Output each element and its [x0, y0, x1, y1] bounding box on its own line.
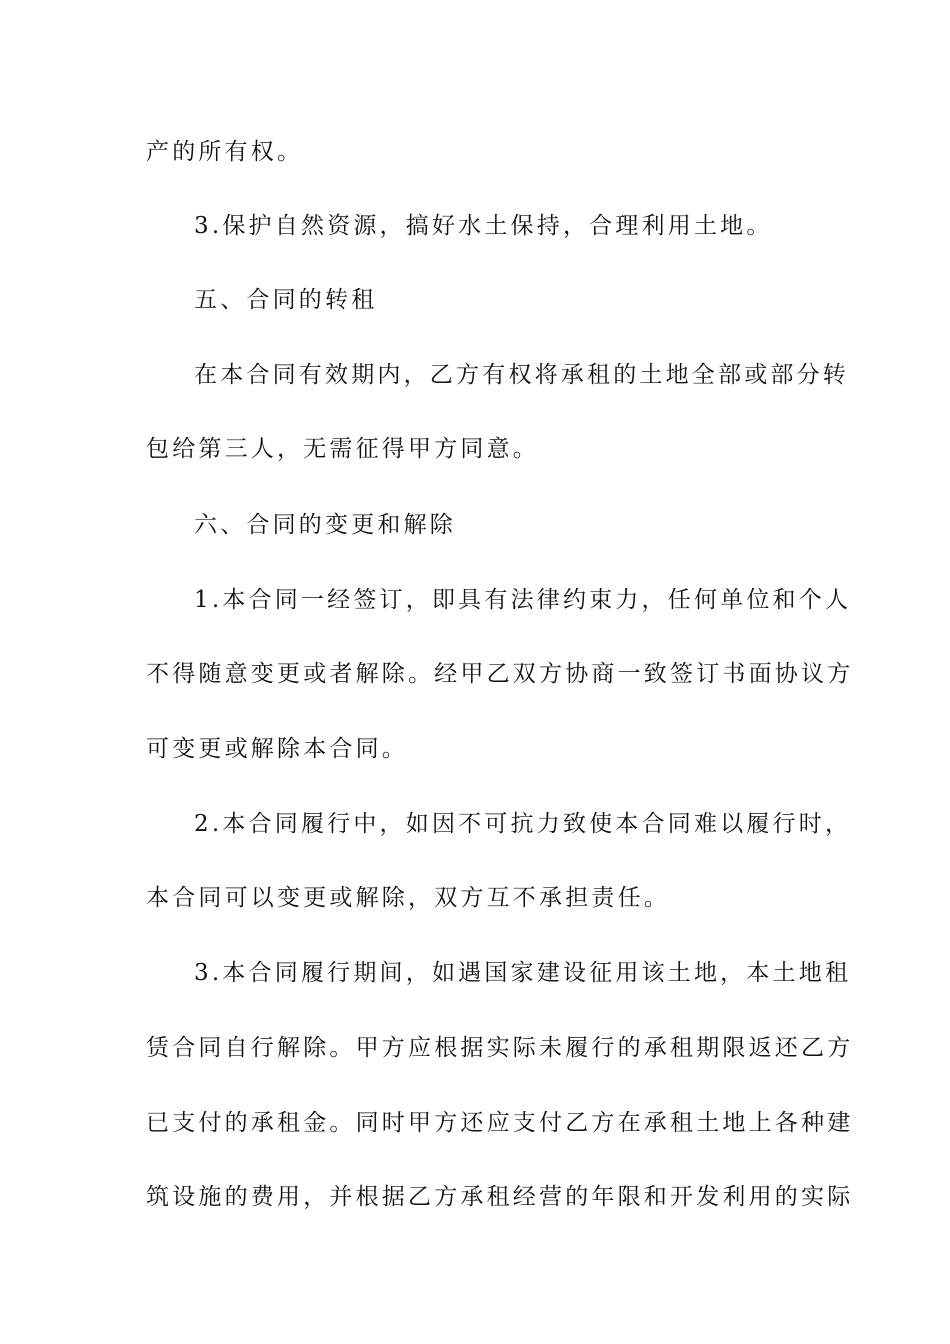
text-line: 2.本合同履行中，如因不可抗力致使本合同难以履行时，	[194, 811, 852, 837]
text-line: 3.本合同履行期间，如遇国家建设征用该土地，本土地租	[194, 960, 852, 986]
text-line: 在本合同有效期内，乙方有权将承租的土地全部或部分转	[194, 362, 849, 388]
text-line: 可变更或解除本合同。	[146, 736, 408, 762]
text-line: 1.本合同一经签订，即具有法律约束力，任何单位和个人	[194, 587, 852, 613]
text-line: 不得随意变更或者解除。经甲乙双方协商一致签订书面协议方	[146, 661, 854, 687]
text-line: 本合同可以变更或解除，双方互不承担责任。	[146, 885, 670, 911]
text-line: 筑设施的费用，并根据乙方承租经营的年限和开发利用的实际	[146, 1184, 854, 1210]
text-line: 赁合同自行解除。甲方应根据实际未履行的承租期限返还乙方	[146, 1035, 854, 1061]
text-line: 包给第三人，无需征得甲方同意。	[146, 436, 539, 462]
section-heading: 五、合同的转租	[194, 287, 378, 313]
section-heading: 六、合同的变更和解除	[194, 512, 456, 538]
text-line: 已支付的承租金。同时甲方还应支付乙方在承租土地上各种建	[146, 1110, 854, 1136]
text-line: 3.保护自然资源，搞好水土保持，合理利用土地。	[194, 213, 773, 239]
text-line: 产的所有权。	[146, 139, 304, 165]
